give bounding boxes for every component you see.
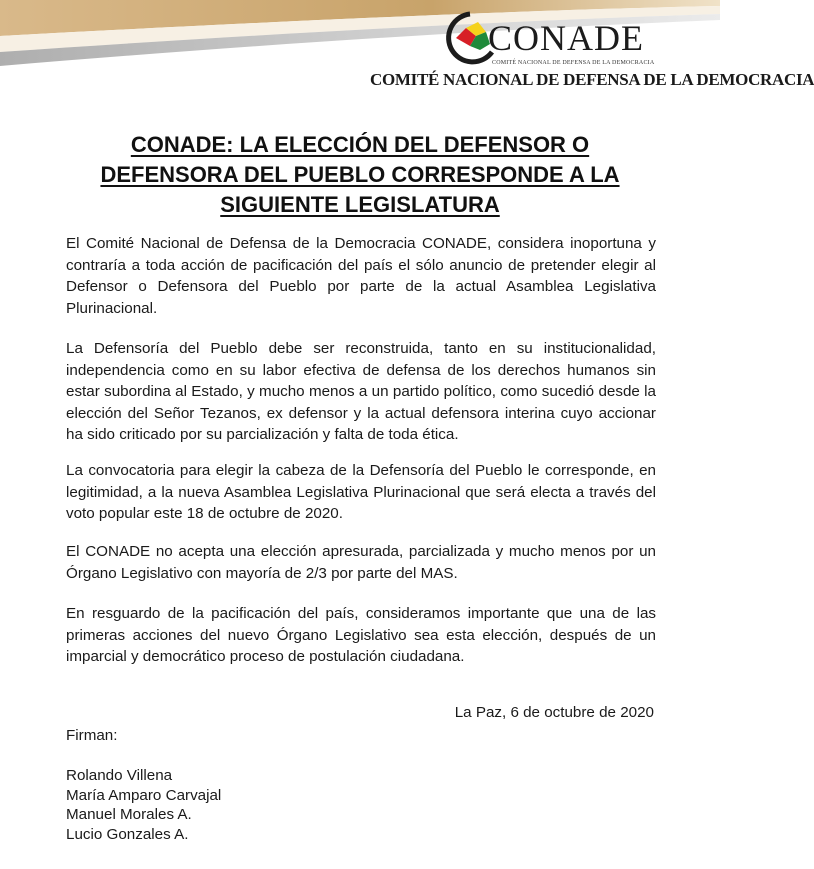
paragraph: El Comité Nacional de Defensa de la Democracia CONADE, considera inoportuna y contraría a toda acción de pacificación del país el sólo anuncio de pretender elegir al Defensor o Defensora del Pueblo por parte de la actual Asamblea Legislativa Plurinacional. xyxy=(66,235,656,317)
signer-name: Rolando Villena xyxy=(66,767,173,784)
paragraph: La Defensoría del Pueblo debe ser reconstruida, tanto en su institucionalidad, independencia como en su labor efectiva de defensa de los derechos humanos sin estar subordina al Estado, y mucho menos a un partido político, como sucedió desde la elección del Señor Tezanos, ex defensor y la actual defensora interina cuyo accionar ha sido criticado por su parcialización y falta de toda ética. xyxy=(66,340,656,443)
document-date: La Paz, 6 de octubre de 2020 xyxy=(454,704,654,721)
signer-name: Lucio Gonzales A. xyxy=(66,825,189,843)
firman-label: Firman: xyxy=(66,727,118,744)
document-title: CONADE: LA ELECCIÓN DEL DEFENSOR O DEFENSORA DEL PUEBLO CORRESPONDE A LA SIGUIENTE LEGISLATURA xyxy=(100,132,620,217)
logo-wordmark: CONADE xyxy=(488,18,644,58)
paragraph: En resguardo de la pacificación del país, consideramos importante que una de las primeras acciones del nuevo Órgano Legislativo sea esta elección, después de un imparcial y democrático proceso de postulación ciudadana. xyxy=(66,605,656,665)
logo-subtitle: COMITÉ NACIONAL DE DEFENSA DE LA DEMOCRACIA xyxy=(370,70,814,89)
letterhead xyxy=(0,0,814,100)
logo-small-caption: COMITÉ NACIONAL DE DEFENSA DE LA DEMOCRACIA xyxy=(492,60,655,66)
paragraph: La convocatoria para elegir la cabeza de la Defensoría del Pueblo le corresponde, en legitimidad, a la nueva Asamblea Legislativa Plurinacional que será electa a través del voto popular este 18 de octubre de 2020. xyxy=(66,462,656,522)
signer-name: Manuel Morales A. xyxy=(66,806,192,823)
conade-logo xyxy=(370,8,814,98)
signer-list xyxy=(66,766,221,844)
paragraph: El CONADE no acepta una elección apresurada, parcializada y mucho menos por un Órgano Legislativo con mayoría de 2/3 por parte del MAS. xyxy=(66,543,656,582)
signer-name: María Amparo Carvajal xyxy=(66,786,222,804)
